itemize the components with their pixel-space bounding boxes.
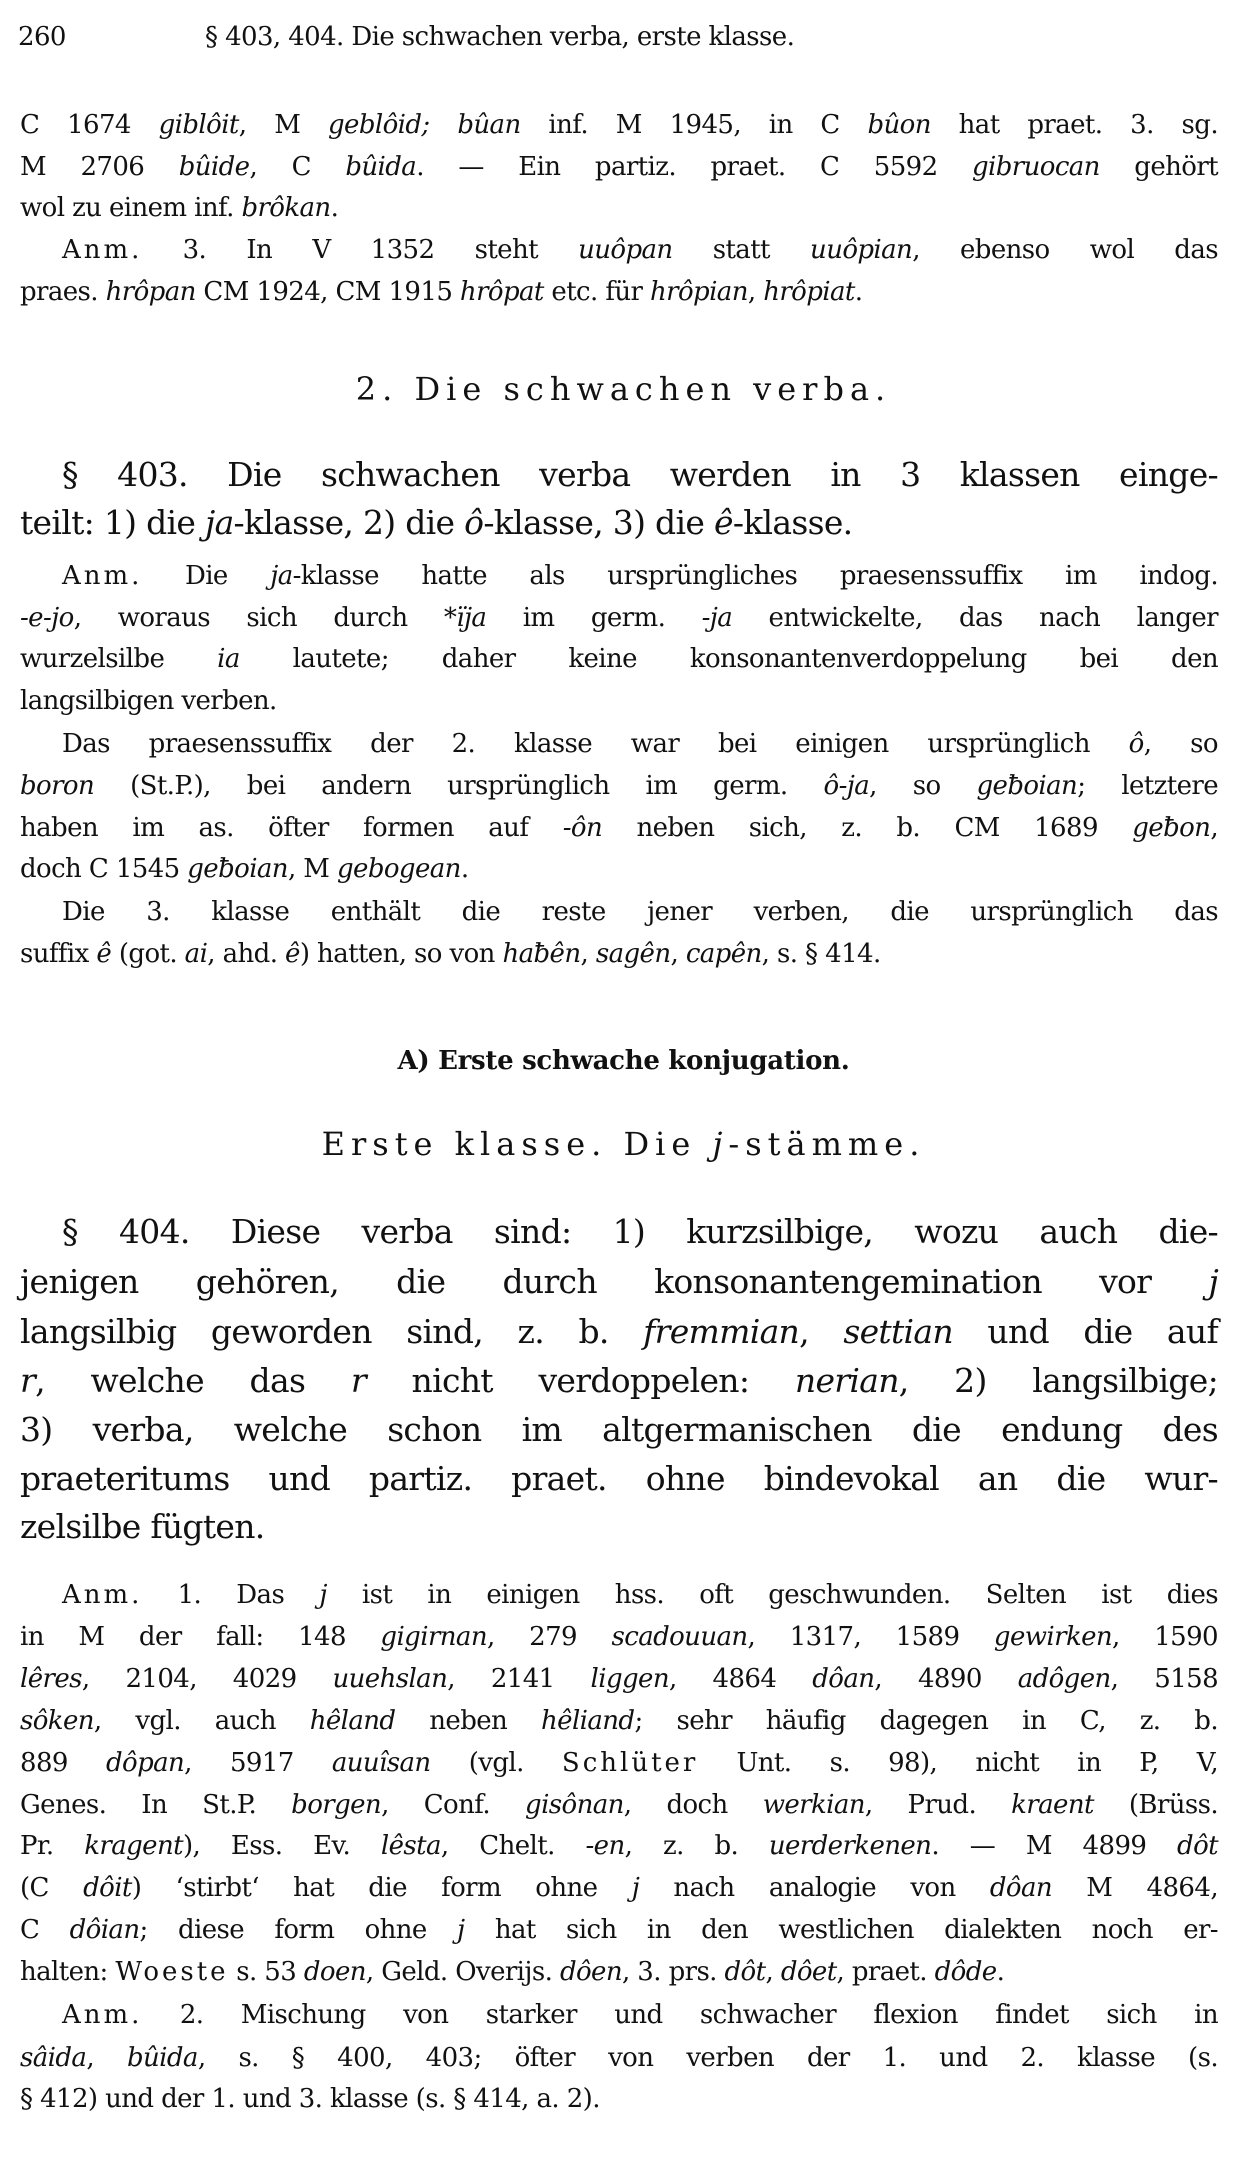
text-run: nicht verdoppelen:	[365, 1361, 795, 1400]
text-run: zelsilbe fügten.	[20, 1507, 265, 1546]
italic-term: gibruocan	[971, 152, 1100, 182]
italic-term: ô	[464, 503, 484, 542]
italic-term: hrôpian	[650, 277, 748, 307]
p404-anm1-line	[20, 1664, 1218, 1694]
text-run: , so	[869, 771, 977, 801]
text-run: , Conf.	[381, 1790, 526, 1820]
text-run: ), Ess. Ev.	[182, 1831, 381, 1861]
spaced-term: Anm.	[62, 235, 143, 265]
p403-class3-line	[62, 897, 1218, 927]
italic-term: dôt	[724, 1957, 766, 1987]
italic-term: dôan	[812, 1664, 875, 1694]
italic-term: settian	[843, 1312, 953, 1351]
p403-line	[62, 455, 1218, 494]
subheading-conjugation: A) Erste schwache konjugation.	[397, 1046, 850, 1076]
p403-anm-line	[20, 603, 1218, 633]
p404-anm1-line	[20, 1622, 1218, 1652]
italic-term: auuîsan	[331, 1748, 431, 1778]
italic-term: ô	[1128, 729, 1144, 759]
text-run: , 5917	[184, 1748, 332, 1778]
intro-line	[20, 152, 1218, 182]
text-run: (got.	[111, 939, 185, 969]
p403-anm-line	[62, 561, 1218, 591]
text-run: , doch	[623, 1790, 763, 1820]
p403-line	[20, 503, 1218, 542]
text-run: ; letztere	[1077, 771, 1218, 801]
p404-line	[20, 1361, 1218, 1400]
italic-term: *ïja	[443, 603, 487, 633]
text-run: und die auf	[952, 1312, 1218, 1351]
text-run: .	[854, 277, 863, 307]
p404-anm1-line	[20, 1790, 1218, 1820]
italic-term: j	[1208, 1262, 1218, 1301]
running-title: § 403, 404. Die schwachen verba, erste klasse.	[205, 22, 795, 52]
italic-term: dôit	[83, 1873, 132, 1903]
italic-term: -e-jo	[20, 603, 74, 633]
p404-line	[20, 1410, 1218, 1449]
intro-line	[20, 193, 1218, 223]
text-run: , 1317, 1589	[747, 1622, 994, 1652]
italic-term: uuôpan	[578, 235, 673, 265]
italic-term: ia	[217, 644, 240, 674]
text-run: .	[996, 1957, 1005, 1987]
text-run: , Geld. Overijs.	[365, 1957, 560, 1987]
text-run: , so	[1143, 729, 1218, 759]
italic-term: sâida	[20, 2043, 87, 2073]
p403-anm-line	[20, 644, 1218, 674]
text-run: entwickelte, das nach langer	[732, 603, 1218, 633]
italic-term: hrôpat	[459, 277, 544, 307]
spaced-term: Anm.	[62, 2000, 143, 2030]
italic-term: ê	[713, 503, 733, 542]
text-run: (Brüss.	[1093, 1790, 1219, 1820]
p404-line	[20, 1312, 1218, 1351]
p404-anm1-line	[20, 1748, 1218, 1778]
spaced-term: Woeste	[115, 1957, 229, 1987]
italic-term: r	[350, 1361, 366, 1400]
text-run: , praet.	[836, 1957, 935, 1987]
p404-anm1-line	[20, 1873, 1218, 1903]
p403-class2-line	[20, 771, 1218, 801]
italic-term: lêsta	[380, 1831, 441, 1861]
italic-term: boron	[20, 771, 95, 801]
text-run: 889	[20, 1748, 106, 1778]
text-run: etc. für	[543, 277, 651, 307]
p404-anm1-line	[20, 1915, 1218, 1945]
text-run: gehört	[1099, 152, 1218, 182]
italic-term: dôian	[69, 1915, 140, 1945]
text-run: haben im as. öfter formen auf	[20, 813, 563, 843]
text-run: , 279	[486, 1622, 612, 1652]
italic-term: dôt	[1177, 1831, 1218, 1861]
text-run: , woraus sich durch	[73, 603, 444, 633]
text-run: nach analogie von	[639, 1873, 990, 1903]
text-run: CM 1924, CM 1915	[195, 277, 460, 307]
italic-term: hrôpiat	[763, 277, 855, 307]
italic-term: dôde	[934, 1957, 997, 1987]
italic-term: ja	[205, 503, 234, 542]
section-heading: 2. Die schwachen verba.	[355, 370, 892, 408]
text-run: -stämme.	[728, 1125, 926, 1163]
italic-term: dôet	[780, 1957, 837, 1987]
italic-term: geƀoian	[976, 771, 1078, 801]
italic-term: gigirnan	[380, 1622, 487, 1652]
p404-anm2-line	[20, 2084, 1218, 2114]
text-run: Die	[142, 561, 271, 591]
italic-term: uerderkenen	[768, 1831, 932, 1861]
italic-term: uuôpian	[810, 235, 913, 265]
text-run: neben sich, z. b. CM 1689	[602, 813, 1133, 843]
p404-anm1-line	[20, 1831, 1218, 1861]
italic-term: ô-ja	[823, 771, 870, 801]
text-run: , 2104, 4029	[81, 1664, 333, 1694]
p404-anm1-line	[62, 1580, 1218, 1610]
italic-term: capên	[685, 939, 762, 969]
text-run: ; diese form ohne	[139, 1915, 458, 1945]
italic-term: j	[712, 1125, 729, 1163]
text-run: Unt. s. 98), nicht in P, V,	[698, 1748, 1219, 1778]
subheading-klasse	[0, 1125, 1247, 1163]
text-run: in M der fall: 148	[20, 1622, 381, 1652]
p404-line	[20, 1507, 1218, 1546]
page-number: 260	[18, 22, 66, 52]
text-run: , 1590	[1112, 1622, 1218, 1652]
text-run: Pr.	[20, 1831, 85, 1861]
text-run: ,	[86, 2043, 127, 2073]
text-run: (C	[20, 1873, 84, 1903]
intro-line	[20, 110, 1218, 140]
italic-term: kraent	[1011, 1790, 1094, 1820]
italic-term: gisônan	[525, 1790, 624, 1820]
p404-anm2-line	[62, 2000, 1218, 2030]
text-run: Erste klasse. Die	[321, 1125, 713, 1163]
italic-term: ja	[270, 561, 293, 591]
text-run: C	[20, 1915, 70, 1945]
text-run: s. 53	[228, 1957, 304, 1987]
text-run: , s. § 414.	[761, 939, 881, 969]
italic-term: bûida	[345, 152, 417, 182]
text-run: (vgl.	[430, 1748, 562, 1778]
italic-term: doen	[303, 1957, 366, 1987]
text-run: , M	[287, 854, 337, 884]
text-run: ist in einigen hss. oft geschwunden. Selten ist dies	[326, 1580, 1218, 1610]
italic-term: geƀoian	[187, 854, 288, 884]
italic-term: scadouuan	[611, 1622, 748, 1652]
italic-term: -ôn	[562, 813, 603, 843]
italic-term: brôkan	[241, 193, 331, 223]
text-run: C 1674	[20, 110, 159, 140]
text-run: , 2141	[447, 1664, 591, 1694]
text-run: inf. M 1945, in C	[520, 110, 868, 140]
text-run: praes.	[20, 277, 106, 307]
italic-term: hêland	[309, 1706, 396, 1736]
italic-term: ê	[96, 939, 112, 969]
spaced-term: Schlüter	[561, 1748, 699, 1778]
text-run: M 4864,	[1052, 1873, 1218, 1903]
italic-term: sôken	[20, 1706, 94, 1736]
text-run: hat sich in den westlichen dialekten noch er-	[464, 1915, 1218, 1945]
text-run: , z. b.	[624, 1831, 769, 1861]
italic-term: adôgen	[1017, 1664, 1111, 1694]
p404-line	[62, 1212, 1218, 1251]
italic-term: -en	[585, 1831, 625, 1861]
text-run: , M	[238, 110, 329, 140]
text-run: ,	[1210, 813, 1218, 843]
italic-term: ê	[285, 939, 300, 969]
italic-term: bûide	[178, 152, 250, 182]
italic-term: geƀon	[1132, 813, 1211, 843]
italic-term: geblôid; bûan	[328, 110, 521, 140]
italic-term: j	[631, 1873, 640, 1903]
italic-term: j	[457, 1915, 465, 1945]
p404-anm2-line	[20, 2043, 1218, 2073]
italic-term: uuehslan	[332, 1664, 448, 1694]
text-run: , 2) langsilbige;	[898, 1361, 1218, 1400]
text-run: Das praesenssuffix der 2. klasse war bei einigen ursprünglich	[62, 729, 1129, 759]
text-run: langsilbigen verben.	[20, 686, 277, 716]
text-run: suffix	[20, 939, 97, 969]
text-run: 3) verba, welche schon im altgermanischen die endung des	[20, 1410, 1218, 1449]
text-run: ,	[747, 277, 764, 307]
text-run: im germ.	[486, 603, 702, 633]
text-run: Die 3. klasse enthält die reste jener verben, die ursprünglich das	[62, 897, 1218, 927]
text-run: 1. Das	[142, 1580, 320, 1610]
text-run: , Prud.	[864, 1790, 1012, 1820]
italic-term: sagên	[595, 939, 671, 969]
text-run: 2. Mischung von starker und schwacher flexion findet sich in	[142, 2000, 1218, 2030]
text-run: ,	[799, 1312, 844, 1351]
italic-term: dôpan	[105, 1748, 185, 1778]
text-run: , 5158	[1110, 1664, 1219, 1694]
p404-anm1-line	[20, 1706, 1218, 1736]
italic-term: gebogean	[337, 854, 461, 884]
italic-term: giblôit	[158, 110, 239, 140]
p403-class3-line	[20, 939, 1218, 969]
p403-class2-line	[20, 813, 1218, 843]
italic-term: gewirken	[993, 1622, 1113, 1652]
text-run: neben	[395, 1706, 542, 1736]
text-run: , vgl. auch	[93, 1706, 310, 1736]
text-run: halten:	[20, 1957, 116, 1987]
text-run: wurzelsilbe	[20, 644, 218, 674]
italic-term: j	[319, 1580, 327, 1610]
p404-line	[20, 1459, 1218, 1498]
anm3-line	[20, 277, 1218, 307]
text-run: , ahd.	[207, 939, 286, 969]
text-run: ,	[580, 939, 596, 969]
text-run: . — M 4899	[931, 1831, 1178, 1861]
text-run: jenigen gehören, die durch konsonantengemination vor	[20, 1262, 1209, 1301]
text-run: -klasse, 3) die	[483, 503, 714, 542]
text-run: ,	[765, 1957, 781, 1987]
anm3-line	[62, 235, 1218, 265]
text-run: . — Ein partiz. praet. C 5592	[416, 152, 972, 182]
italic-term: bûida	[126, 2043, 198, 2073]
italic-term: dôen	[559, 1957, 622, 1987]
italic-term: kragent	[84, 1831, 183, 1861]
italic-term: -ja	[701, 603, 733, 633]
text-run: , ebenso wol das	[912, 235, 1218, 265]
text-run: , C	[249, 152, 346, 182]
italic-term: bûon	[867, 110, 931, 140]
p403-anm-line	[20, 686, 1218, 716]
text-run: lautete; daher keine konsonantenverdoppelung bei den	[239, 644, 1218, 674]
text-run: M 2706	[20, 152, 179, 182]
p403-class2-line	[20, 854, 1218, 884]
text-run: ,	[670, 939, 686, 969]
italic-term: nerian	[794, 1361, 899, 1400]
text-run: .	[460, 854, 469, 884]
text-run: § 412) und der 1. und 3. klasse (s. § 414, a. 2).	[20, 2084, 600, 2114]
text-run: (St.P.), bei andern ursprünglich im germ.	[94, 771, 824, 801]
text-run: teilt: 1) die	[20, 503, 206, 542]
italic-term: werkian	[762, 1790, 865, 1820]
text-run: ) ‘stirbt‘ hat die form ohne	[131, 1873, 632, 1903]
text-run: -klasse, 2) die	[233, 503, 465, 542]
text-run: ) hatten, so von	[299, 939, 503, 969]
text-run: -klasse.	[732, 503, 853, 542]
p403-class2-line	[62, 729, 1218, 759]
text-run: , 3. prs.	[621, 1957, 725, 1987]
italic-term: hrôpan	[105, 277, 196, 307]
text-run: , welche das	[35, 1361, 351, 1400]
p404-anm1-line	[20, 1957, 1218, 1987]
text-run: , s. § 400, 403; öfter von verben der 1. und 2. klasse (s.	[197, 2043, 1218, 2073]
p404-line	[20, 1262, 1218, 1301]
text-run: statt	[672, 235, 811, 265]
text-run: praeteritums und partiz. praet. ohne bindevokal an die wur-	[20, 1459, 1218, 1498]
italic-term: liggen	[590, 1664, 669, 1694]
text-run: doch C 1545	[20, 854, 188, 884]
italic-term: hêliand	[541, 1706, 635, 1736]
spaced-term: Anm.	[62, 561, 143, 591]
spaced-term: Anm.	[62, 1580, 143, 1610]
text-run: 3. In V 1352 steht	[142, 235, 579, 265]
text-run: , 4864	[668, 1664, 813, 1694]
italic-term: ai	[184, 939, 208, 969]
text-run: langsilbig geworden sind, z. b.	[20, 1312, 644, 1351]
italic-term: dôan	[989, 1873, 1053, 1903]
italic-term: borgen	[291, 1790, 382, 1820]
italic-term: fremmian	[643, 1312, 800, 1351]
italic-term: lêres	[20, 1664, 82, 1694]
text-run: § 403. Die schwachen verba werden in 3 klassen einge-	[62, 455, 1218, 494]
text-run: ; sehr häufig dagegen in C, z. b.	[634, 1706, 1218, 1736]
text-run: wol zu einem inf.	[20, 193, 242, 223]
text-run: Genes. In St.P.	[20, 1790, 292, 1820]
text-run: , 4890	[874, 1664, 1018, 1694]
italic-term: haƀên	[502, 939, 581, 969]
italic-term: r	[20, 1361, 36, 1400]
text-run: § 404. Diese verba sind: 1) kurzsilbige, wozu auch die-	[62, 1212, 1218, 1251]
text-run: hat praet. 3. sg.	[930, 110, 1219, 140]
text-run: , Chelt.	[440, 1831, 586, 1861]
text-run: .	[330, 193, 339, 223]
text-run: -klasse hatte als ursprüngliches praesenssuffix im indog.	[292, 561, 1218, 591]
